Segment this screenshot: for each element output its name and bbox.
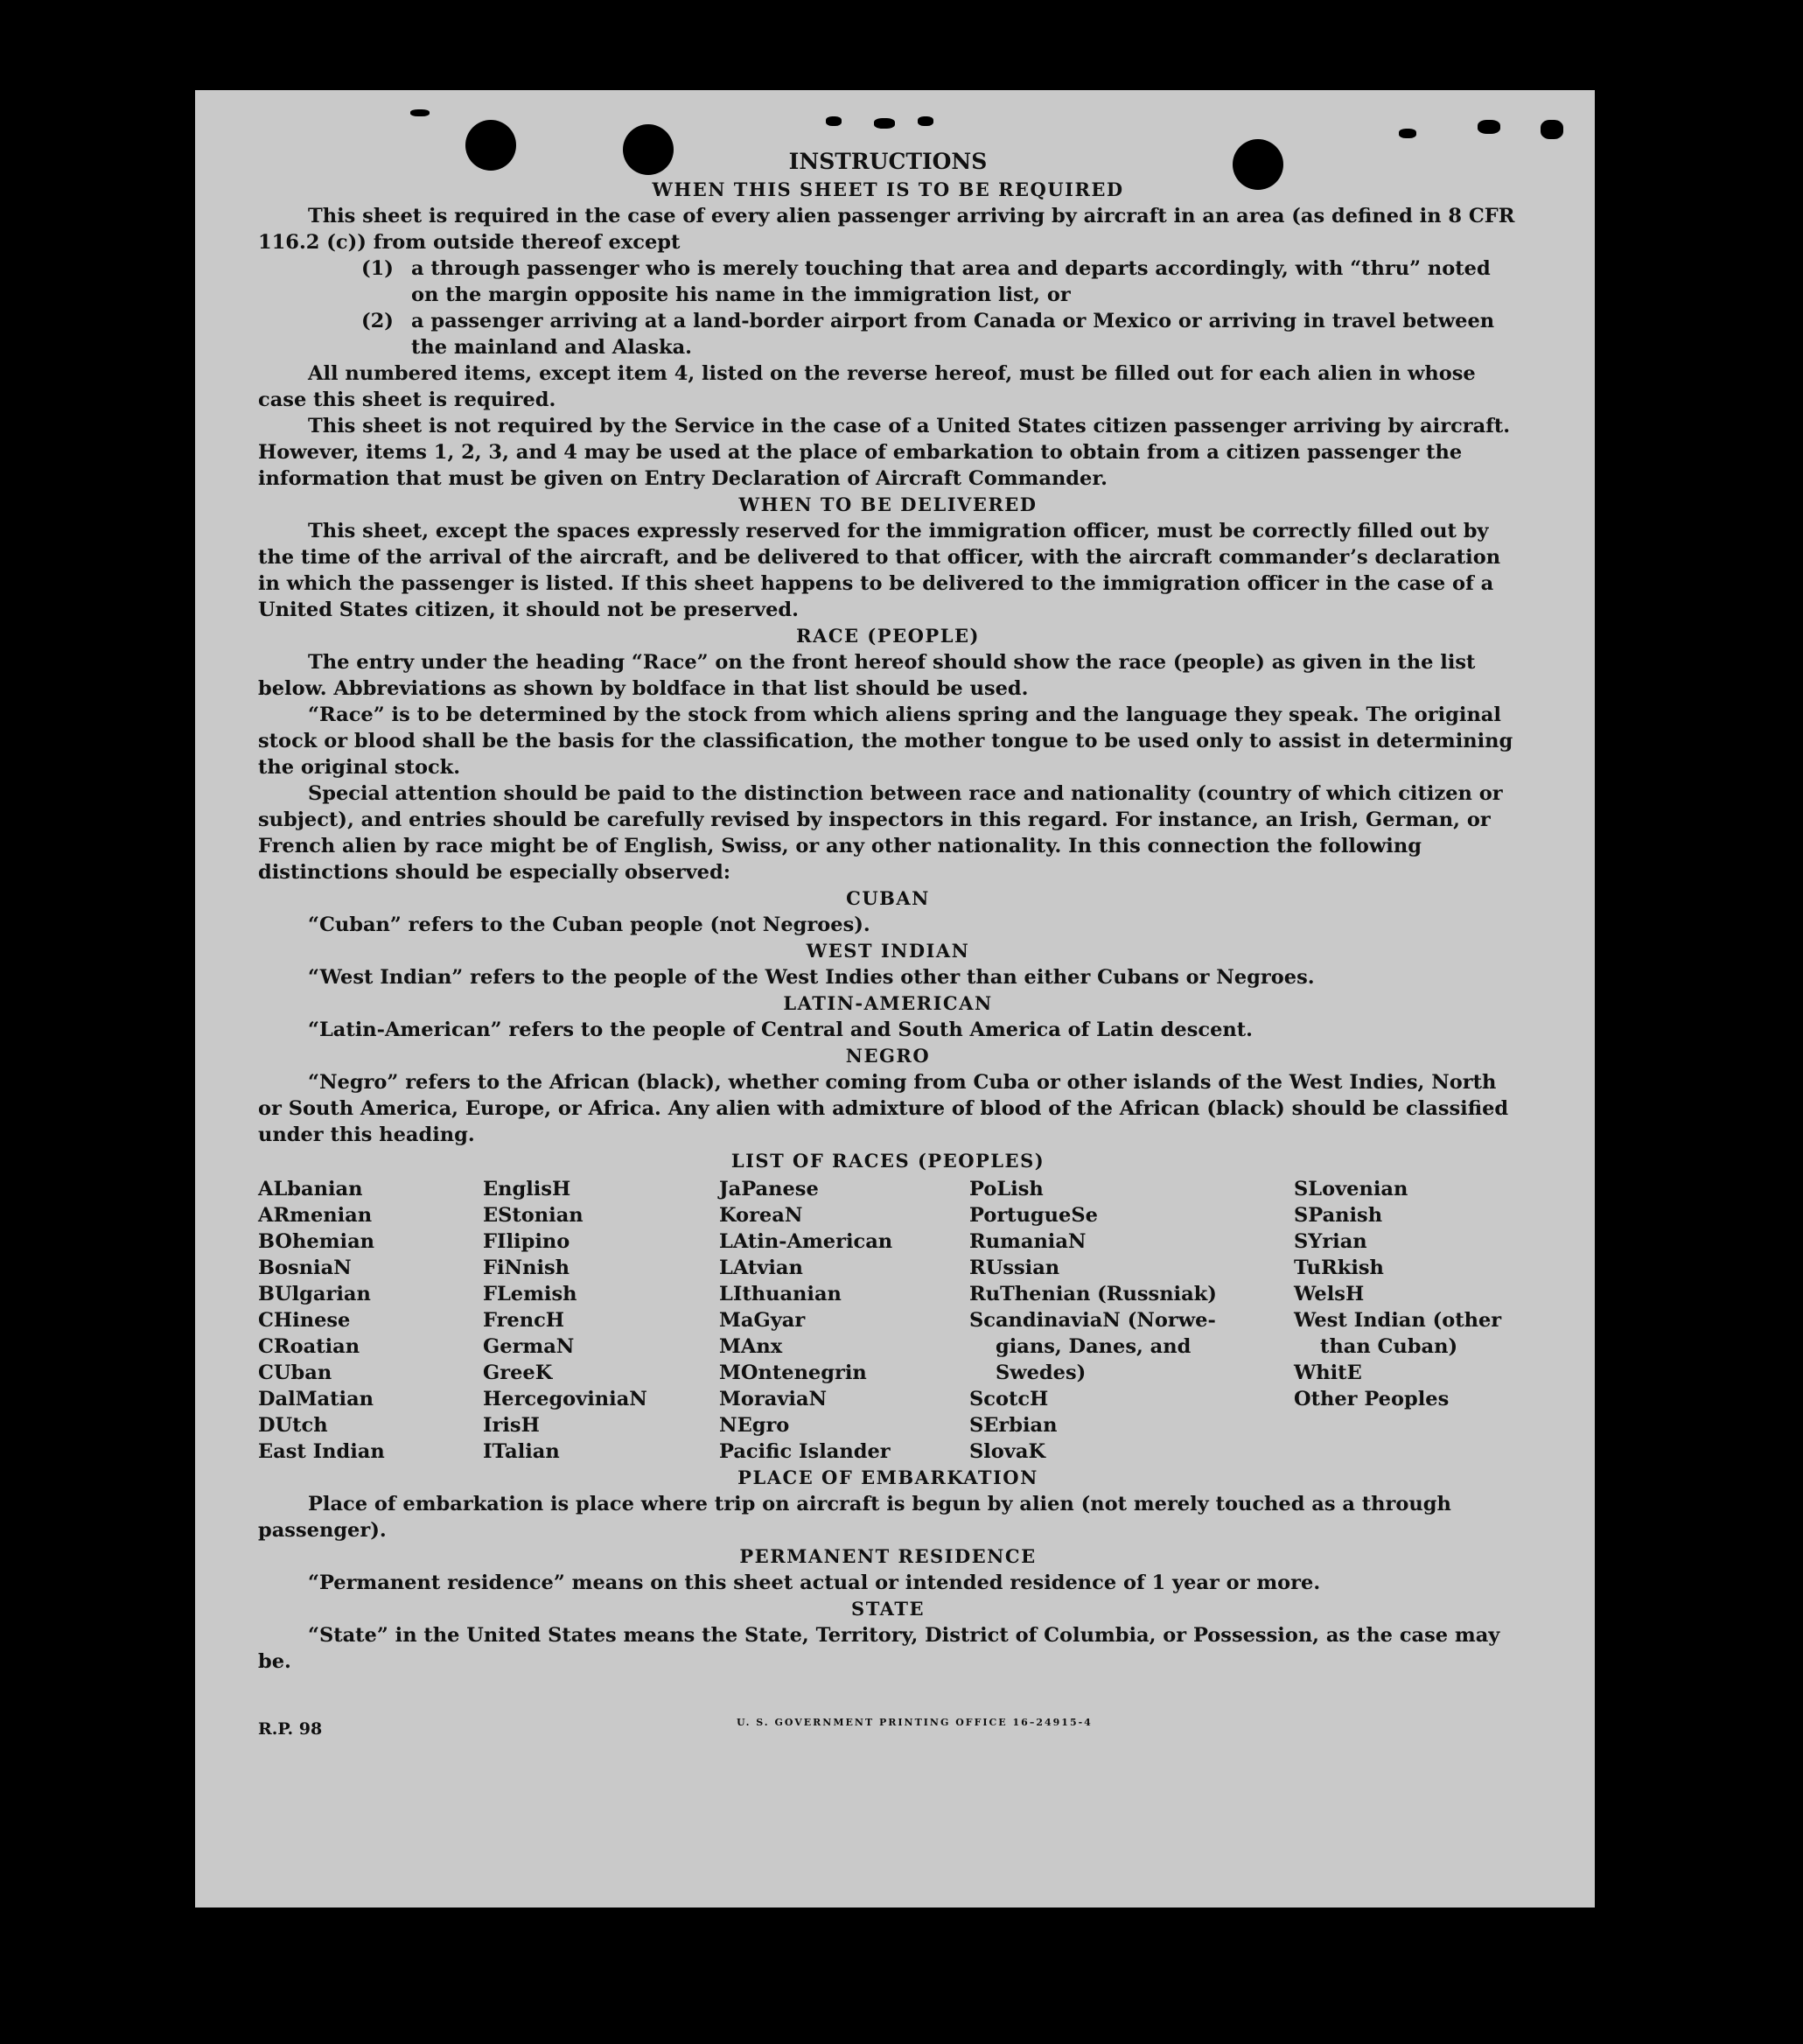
race-entry: RuThenian (Russniak) (969, 1283, 1217, 1306)
race-entry: CUban (258, 1362, 332, 1384)
races-list (258, 1176, 1518, 1465)
race-entry: GermaN (483, 1335, 575, 1358)
race-entry: EnglisH (483, 1178, 571, 1200)
section-heading: LATIN-AMERICAN (783, 992, 993, 1014)
item-text: a passenger arriving at a land-border airport from Canada or Mexico or arriving in travel between the mainland and Alaska. (411, 310, 1495, 359)
race-entry: CHinese (258, 1309, 351, 1332)
race-entry: gians, Danes, and (996, 1335, 1192, 1358)
race-entry: ScandinaviaN (Norwe- (969, 1309, 1216, 1332)
race-entry: Other Peoples (1294, 1388, 1450, 1410)
race-entry: BUlgarian (258, 1283, 371, 1306)
race-entry: LAtin-American (719, 1230, 893, 1253)
race-entry: EStonian (483, 1204, 584, 1227)
races-column (1294, 1176, 1518, 1465)
race-entry: PortugueSe (969, 1204, 1098, 1227)
item-number: (2) (361, 310, 394, 332)
section-heading: WEST INDIAN (806, 940, 970, 962)
paragraph: “State” in the United States means the State, Territory, District of Columbia, or Possession, as the case may be. (258, 1624, 1500, 1673)
race-entry: NEgro (719, 1414, 790, 1437)
list-item (258, 256, 1518, 308)
race-entry: GreeK (483, 1362, 553, 1384)
paragraph: “Latin-American” refers to the people of Central and South America of Latin descent. (308, 1018, 1253, 1041)
race-entry: BosniaN (258, 1256, 352, 1279)
race-entry: DalMatian (258, 1388, 374, 1410)
speck (1478, 120, 1500, 134)
race-entry: SYrian (1294, 1230, 1367, 1253)
paragraph: “Permanent residence” means on this sheet actual or intended residence of 1 year or more. (308, 1572, 1321, 1594)
paragraph: Special attention should be paid to the distinction between race and nationality (country of which citizen or subject), and entries should be carefully revised by inspectors in this regard. For instance, an Irish, German, or French alien by race might be of English, Swiss, or any other nationality. In this connection the following distinctions should be especially observed: (258, 782, 1503, 884)
section-heading: WHEN THIS SHEET IS TO BE REQUIRED (652, 178, 1124, 200)
list-item (258, 308, 1518, 360)
paragraph: The entry under the heading “Race” on the front hereof should show the race (people) as given in the list below. Abbreviations as shown by boldface in that list should be used. (258, 651, 1476, 700)
race-entry: CRoatian (258, 1335, 360, 1358)
paragraph: All numbered items, except item 4, listed on the reverse hereof, must be filled out for each alien in whose case this sheet is required. (258, 362, 1476, 411)
race-entry: SPanish (1294, 1204, 1383, 1227)
section-heading: RACE (PEOPLE) (796, 625, 980, 647)
race-entry: RUssian (969, 1256, 1060, 1279)
speck (410, 109, 430, 116)
race-entry: FiNnish (483, 1256, 570, 1279)
race-entry: ARmenian (258, 1204, 373, 1227)
section-heading: LIST OF RACES (PEOPLES) (730, 1150, 1045, 1172)
race-entry: WelsH (1294, 1283, 1365, 1306)
race-entry: FIlipino (483, 1230, 570, 1253)
section-heading: PERMANENT RESIDENCE (739, 1545, 1037, 1567)
paragraph: “West Indian” refers to the people of the West Indies other than either Cubans or Negroes. (308, 966, 1315, 989)
race-entry: East Indian (258, 1440, 385, 1463)
speck (918, 116, 933, 126)
race-entry: MAnx (719, 1335, 783, 1358)
instructions-body (258, 147, 1518, 1675)
speck (826, 116, 842, 126)
races-column (258, 1176, 483, 1465)
race-entry: MaGyar (719, 1309, 806, 1332)
races-column (719, 1176, 969, 1465)
item-number: (1) (361, 257, 394, 280)
race-entry: SErbian (969, 1414, 1058, 1437)
race-entry: DUtch (258, 1414, 328, 1437)
paragraph: “Race” is to be determined by the stock from which aliens spring and the language they speak. The original stock or blood shall be the basis for the classification, the mother tongue to be used only to assist in determining the original stock. (258, 704, 1513, 779)
race-entry: FrencH (483, 1309, 565, 1332)
item-text: a through passenger who is merely touching that area and departs accordingly, with “thru” noted on the margin opposite his name in the immigration list, or (411, 257, 1491, 306)
race-entry: IrisH (483, 1414, 540, 1437)
race-entry: West Indian (other (1294, 1309, 1502, 1332)
speck (874, 118, 895, 129)
race-entry: ALbanian (258, 1178, 363, 1200)
document-sheet (195, 90, 1595, 1908)
race-entry: BOhemian (258, 1230, 375, 1253)
race-entry: JaPanese (719, 1178, 819, 1200)
race-entry: MoraviaN (719, 1388, 828, 1410)
printing-office-imprint: U. S. GOVERNMENT PRINTING OFFICE 16–24915-4 (737, 1717, 1093, 1728)
race-entry: WhitE (1294, 1362, 1362, 1384)
races-column (969, 1176, 1294, 1465)
race-entry: MOntenegrin (719, 1362, 867, 1384)
section-heading: NEGRO (845, 1045, 931, 1067)
page-title: INSTRUCTIONS (788, 149, 988, 174)
paragraph: This sheet is not required by the Service in the case of a United States citizen passenger arriving by aircraft. However, items 1, 2, 3, and 4 may be used at the place of embarkation to obtain from a citizen passenger the information that must be given on Entry Declaration of Aircraft Commander. (258, 415, 1511, 490)
race-entry: ScotcH (969, 1388, 1049, 1410)
form-number: R.P. 98 (258, 1719, 323, 1739)
section-heading: PLACE OF EMBARKATION (737, 1466, 1038, 1488)
race-entry: KoreaN (719, 1204, 803, 1227)
race-entry: PoLish (969, 1178, 1044, 1200)
race-entry: FLemish (483, 1283, 577, 1306)
paragraph: Place of embarkation is place where trip on aircraft is begun by alien (not merely touched as a through passenger). (258, 1493, 1451, 1542)
race-entry: ITalian (483, 1440, 560, 1463)
paragraph: This sheet, except the spaces expressly reserved for the immigration officer, must be correctly filled out by the time of the arrival of the aircraft, and be delivered to that officer, with the aircraft commander’s declaration in which the passenger is listed. If this sheet happens to be delivered to the immigration officer in the case of a United States citizen, it should not be preserved. (258, 520, 1501, 621)
race-entry: than Cuban) (1320, 1335, 1458, 1358)
section-heading: CUBAN (846, 887, 930, 909)
race-entry: SLovenian (1294, 1178, 1408, 1200)
race-entry: Swedes) (996, 1362, 1087, 1384)
paragraph: This sheet is required in the case of every alien passenger arriving by aircraft in an area (as defined in 8 CFR 116.2 (c)) from outside thereof except (258, 205, 1515, 254)
section-heading: WHEN TO BE DELIVERED (738, 494, 1038, 515)
paragraph: “Cuban” refers to the Cuban people (not Negroes). (308, 914, 870, 936)
race-entry: LAtvian (719, 1256, 803, 1279)
race-entry: Pacific Islander (719, 1440, 891, 1463)
section-heading: STATE (851, 1598, 925, 1620)
paragraph: “Negro” refers to the African (black), whether coming from Cuba or other islands of the West Indies, North or South America, Europe, or Africa. Any alien with admixture of blood of the African (black) should be classified under this heading. (258, 1071, 1509, 1146)
race-entry: HercegoviniaN (483, 1388, 647, 1410)
speck (1399, 129, 1416, 138)
race-entry: SlovaK (969, 1440, 1046, 1463)
speck (1541, 120, 1563, 139)
race-entry: LIthuanian (719, 1283, 842, 1306)
races-column (483, 1176, 719, 1465)
race-entry: RumaniaN (969, 1230, 1087, 1253)
race-entry: TuRkish (1294, 1256, 1384, 1279)
